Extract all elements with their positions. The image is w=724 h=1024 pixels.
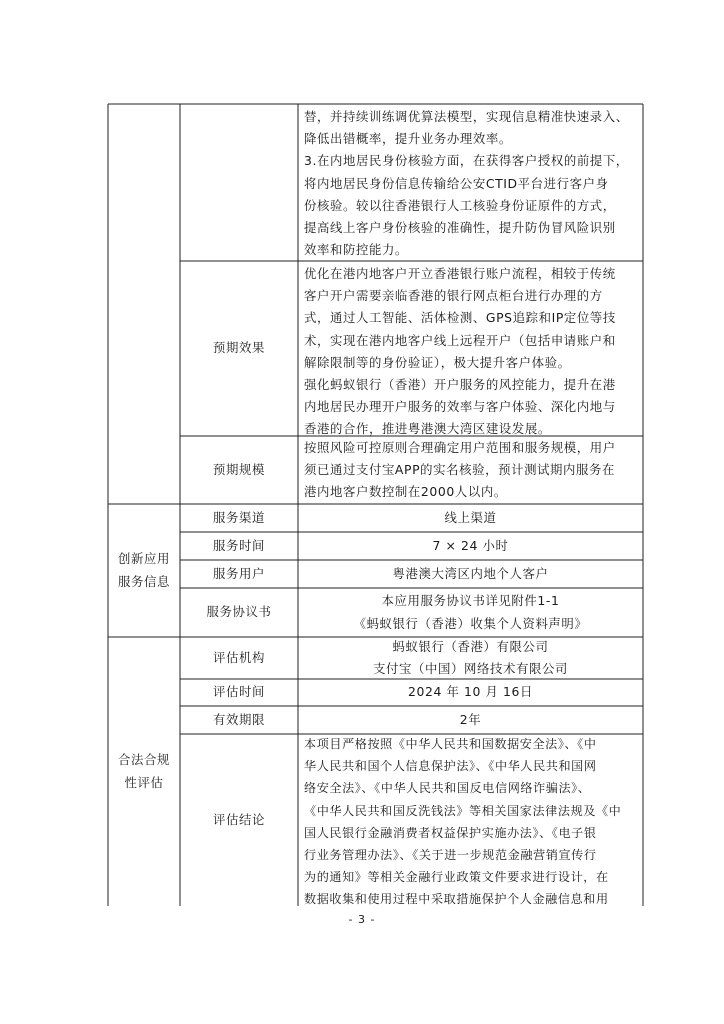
text-line: 华人民共和国个人信息保护法》、《中华人民共和国网 [304,759,597,774]
text-line: 强化蚂蚁银行（香港）开户服务的风控能力，提升在港 [304,377,616,393]
text-line: 须已通过支付宝APP的实名核验，预计测试期内服务在 [304,462,616,478]
text-line: 按照风险可控原则合理确定用户范围和服务规模，用户 [304,440,616,455]
text-line: 术，实现在港内地客户线上远程开户（包括申请账户和 [304,332,616,348]
assessment-date-label: 评估时间 [213,684,265,700]
service-info-section-label: 创新应用 服务信息 [118,551,170,589]
text-line: 本项目严格按照《中华人民共和国数据安全法》、《中 [304,737,597,751]
service-agreement-label: 服务协议书 [206,604,272,620]
assessment-date-value: 2024 年 10 月 16日 [408,684,533,700]
service-channel-value: 线上渠道 [444,509,497,525]
service-time-label: 服务时间 [213,537,265,553]
text-line: 为的通知》等相关金融行业政策文件要求进行设计，在 [304,870,609,885]
legal-section-label: 合法合规 性评估 [118,752,170,790]
assessment-org-label: 评估机构 [213,649,265,665]
text-line: 3.在内地居民身份核验方面，在获得客户授权的前提下， [304,153,629,169]
text-line: 行业务管理办法》、《关于进一步规范金融营销宣传行 [304,848,597,863]
text-line: 将内地居民身份信息传输给公安CTID平台进行客户身 [304,175,609,191]
expected-effect-label: 预期效果 [213,340,265,356]
assessment-conclusion-label: 评估结论 [213,811,265,827]
text-line: 解除限制等的身份验证），极大提升客户体验。 [304,354,571,370]
text-line: 港内地客户数控制在2000人以内。 [304,484,507,500]
text-line: 香港的合作，推进粤港澳大湾区建设发展。 [304,421,551,437]
expected-scale-text [304,437,640,504]
text-line: 替，并持续训练调优算法模型，实现信息精准快速录入、 [304,109,629,124]
text-line: 优化在港内地客户开立香港银行账户流程，相较于传统 [304,266,616,281]
validity-value: 2年 [459,711,482,727]
page-number: - 3 - [348,913,376,926]
technical-detail-text [304,106,640,261]
service-time-value: 7 × 24 小时 [432,537,509,553]
text-line: 国人民银行金融消费者权益保护实施办法》、《电子银 [304,825,597,840]
assessment-conclusion-text [304,733,640,911]
text-line: 《中华人民共和国反洗钱法》等相关国家法律法规及《中 [304,803,622,818]
assessment-org-value: 蚂蚁银行（香港）有限公司 支付宝（中国）网络技术有限公司 [373,638,568,676]
text-line: 效率和防控能力。 [304,242,408,258]
text-line: 份核验。较以往香港银行人工核验身份证原件的方式， [304,197,616,213]
text-line: 内地居民办理开户服务的效率与客户体验、深化内地与 [304,399,616,415]
service-channel-label: 服务渠道 [213,509,265,525]
validity-label: 有效期限 [213,711,265,727]
text-line: 络安全法》、《中华人民共和国反电信网络诈骗法》、 [304,781,591,796]
service-users-label: 服务用户 [213,565,265,581]
service-agreement-value: 本应用服务协议书详见附件1-1 《蚂蚁银行（香港）收集个人资料声明》 [353,593,588,631]
expected-scale-label: 预期规模 [213,461,265,477]
text-line: 提高线上客户身份核验的准确性，提升防伪冒风险识别 [304,220,616,236]
text-line: 数据收集和使用过程中采取措施保护个人金融信息和用 [304,892,609,907]
text-line: 式，通过人工智能、活体检测、GPS追踪和IP定位等技 [304,310,616,326]
text-line: 降低出错概率，提升业务办理效率。 [304,131,512,147]
service-users-value: 粤港澳大湾区内地个人客户 [392,565,549,581]
text-line: 客户开户需要亲临香港的银行网点柜台进行办理的方 [304,288,603,304]
expected-effect-text [304,263,640,441]
